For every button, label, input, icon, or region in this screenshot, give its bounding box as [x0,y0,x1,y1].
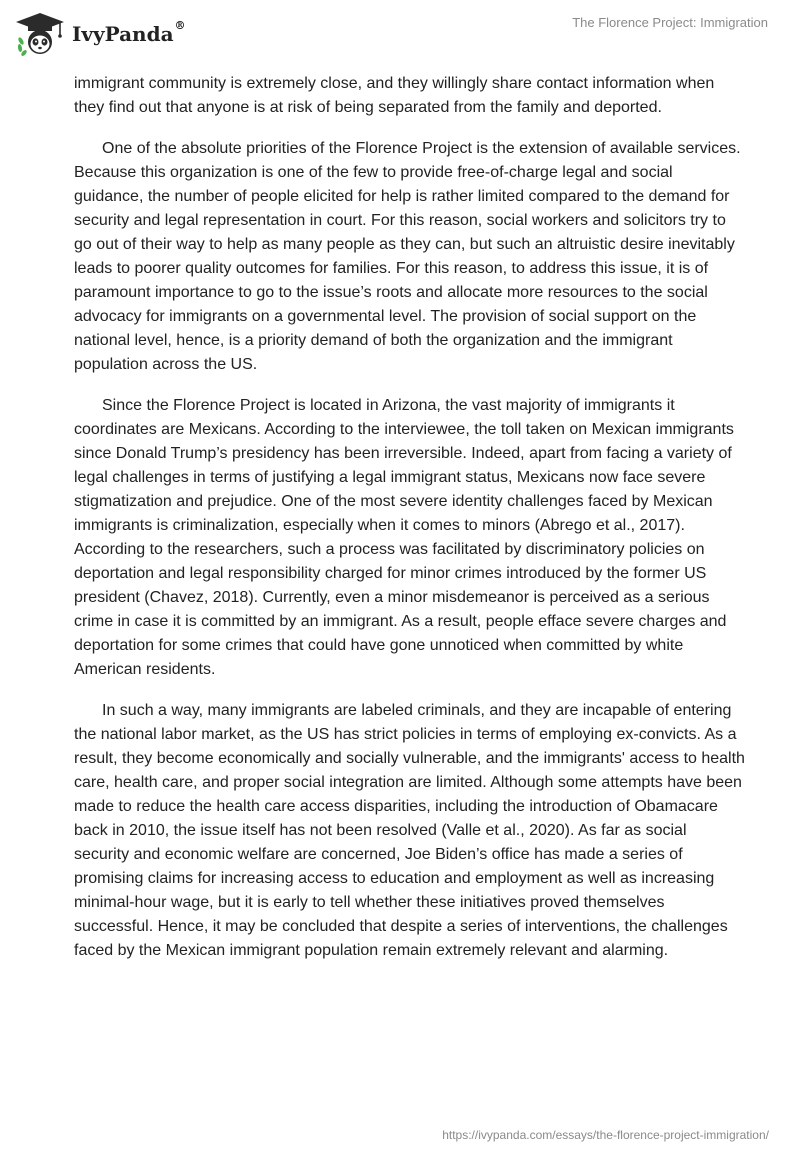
brand-text: IvyPanda [72,22,174,46]
document-title: The Florence Project: Immigration [572,15,768,30]
registered-mark: ® [174,19,186,32]
ivypanda-logo[interactable] [14,9,186,59]
essay-body [74,72,746,980]
paragraph-4: In such a way, many immigrants are labeled criminals, and they are incapable of entering the national labor market, as the US has strict policies in terms of employing ex-convicts. As a result, they become economically and socially vulnerable, and the immigrants' access to health care, health care, and proper social integration are limited. Although some attempts have been made to reduce the health care access disparities, including the introduction of Obamacare back in 2010, the issue itself has not been resolved (Valle et al., 2020). As far as social security and economic welfare are concerned, Joe Biden’s office has made a series of promising claims for increasing access to education and employment as well as increasing minimal-hour wage, but it is early to tell whether these initiatives proved themselves successful. Hence, it may be concluded that despite a series of interventions, the challenges faced by the Mexican immigrant population remain extremely relevant and alarming. [74,702,745,959]
paragraph-3: Since the Florence Project is located in Arizona, the vast majority of immigrants it coordinates are Mexicans. According to the interviewee, the toll taken on Mexican immigrants since Donald Trump’s presidency has been irreversible. Indeed, apart from facing a variety of legal challenges in terms of justifying a legal immigrant status, Mexicans now face severe stigmatization and prejudice. One of the most severe identity challenges faced by Mexican immigrants is criminalization, especially when it comes to minors (Abrego et al., 2017). According to the researchers, such a process was facilitated by discriminatory policies on deportation and legal responsibility charged for minor crimes introduced by the former US president (Chavez, 2018). Currently, even a minor misdemeanor is perceived as a serious crime in case it is committed by an immigrant. As a result, people efface severe charges and deportation for some crimes that could have gone unnoticed when committed by white American residents. [74,397,734,678]
brand-name [72,19,186,46]
page-header [0,0,800,70]
panda-graduate-icon [14,11,66,57]
paragraph-1: immigrant community is extremely close, and they willingly share contact information when they find out that anyone is at risk of being separated from the family and deported. [74,75,715,116]
paragraph-2: One of the absolute priorities of the Florence Project is the extension of available services. Because this organization is one of the few to provide free-of-charge legal and social guidance, the number of people elicited for help is rather limited compared to the demand for security and legal representation in court. For this reason, social workers and solicitors try to go out of their way to help as many people as they can, but such an altruistic desire inevitably leads to poorer quality outcomes for families. For this reason, to address this issue, it is of paramount importance to go to the issue’s roots and allocate more resources to the social advocacy for immigrants on a governmental level. The provision of social support on the national level, hence, is a priority demand of both the organization and the immigrant population across the US. [74,140,741,373]
source-url[interactable]: https://ivypanda.com/essays/the-florence-project-immigration/ [442,1128,769,1142]
